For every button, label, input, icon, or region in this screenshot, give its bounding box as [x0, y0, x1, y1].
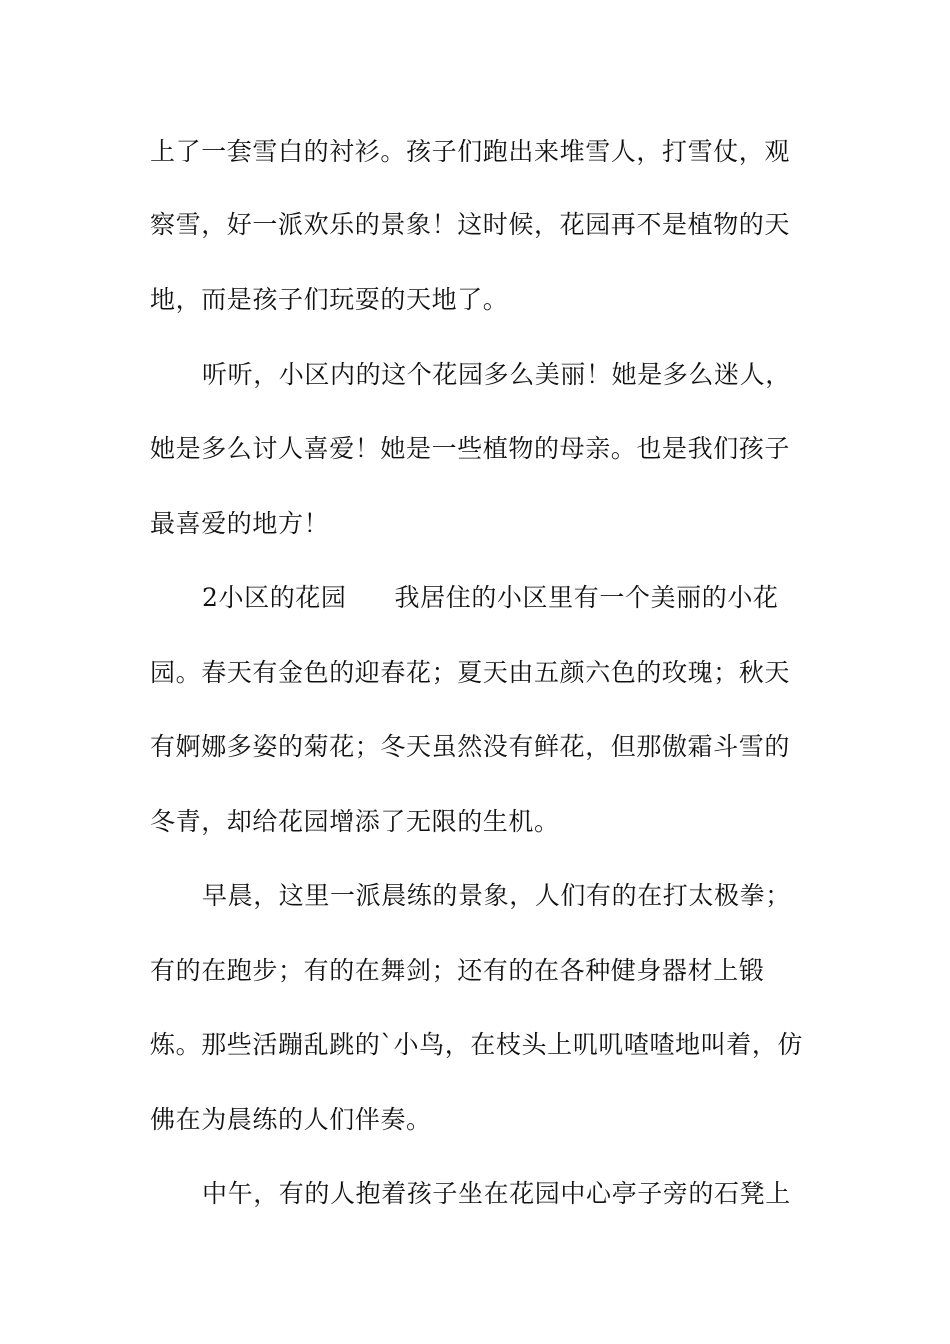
text-line: 有的在跑步；有的在舞剑；还有的在各种健身器材上锻: [150, 956, 765, 985]
text-line: 佛在为晨练的人们伴奏。: [150, 1105, 432, 1134]
text-line: 冬青，却给花园增添了无限的生机。: [150, 807, 560, 836]
paragraph-start-line: 中午，有的人抱着孩子坐在花园中心亭子旁的石凳上: [202, 1179, 791, 1208]
text-line: 有婀娜多姿的菊花；冬天虽然没有鲜花，但那傲霜斗雪的: [150, 732, 791, 761]
text-line: 园。春天有金色的迎春花；夏天由五颜六色的玫瑰；秋天: [150, 658, 791, 687]
text-line: 最喜爱的地方！: [150, 509, 330, 538]
section-heading: 2小区的花园: [202, 583, 347, 612]
paragraph-start-line: 早晨，这里一派晨练的景象，人们有的在打太极拳；: [202, 881, 791, 910]
text-line: 察雪，好一派欢乐的景象！这时候，花园再不是植物的天: [150, 210, 791, 239]
text-line: 她是多么讨人喜爱！她是一些植物的母亲。也是我们孩子: [150, 434, 791, 463]
text-line: 地，而是孩子们玩耍的天地了。: [150, 285, 509, 314]
text-line: 炼。那些活蹦乱跳的`小鸟，在枝头上叽叽喳喳地叫着，仿: [150, 1030, 804, 1059]
paragraph-start-line: 听听，小区内的这个花园多么美丽！她是多么迷人，: [202, 360, 791, 389]
section-first-sentence: 我居住的小区里有一个美丽的小花: [394, 583, 779, 612]
section-heading-line: [202, 582, 779, 614]
text-line: 上了一套雪白的衬衫。孩子们跑出来堆雪人，打雪仗，观: [150, 137, 791, 166]
